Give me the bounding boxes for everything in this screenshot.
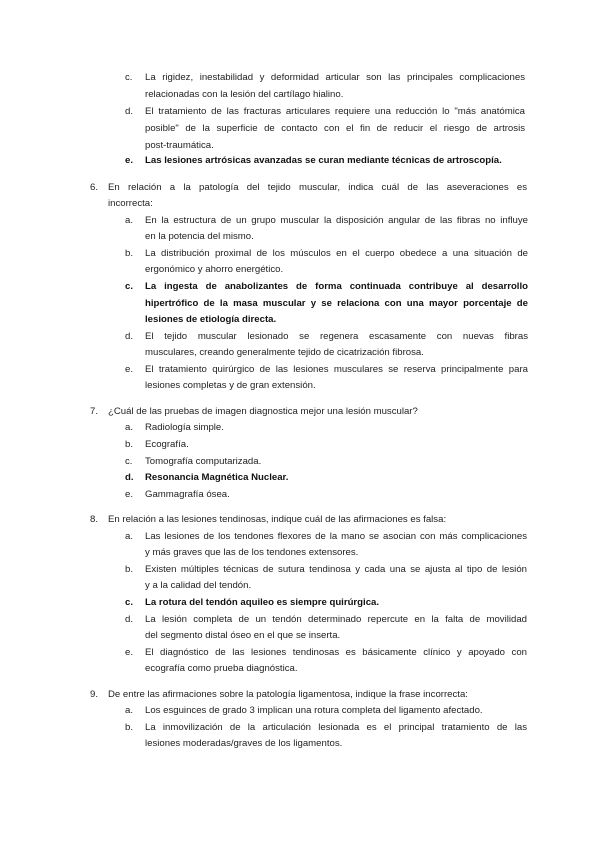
option-text: La rigidez, inestabilidad y deformidad articular son las principales complicaciones	[145, 72, 525, 83]
option-letter: c.	[125, 72, 133, 83]
option-text: post-traumática.	[145, 140, 214, 151]
option-letter: e.	[125, 647, 134, 658]
option-text: y a la calidad del tendón.	[145, 580, 252, 591]
option-letter: e.	[125, 489, 134, 500]
option-text: El tejido muscular lesionado se regenera escasamente con nuevas fibras	[145, 331, 528, 342]
option-text: musculares, creando generalmente tejido de cicatrización fibrosa.	[145, 347, 424, 358]
question-text: ¿Cuál de las pruebas de imagen diagnostica mejor una lesión muscular?	[108, 406, 418, 417]
option-text: y más graves que las de los tendones extensores.	[145, 547, 359, 558]
option-letter-correct: c.	[125, 597, 134, 608]
option-text-correct: hipertrófico de la masa muscular y se relaciona con una mayor porcentaje de	[145, 298, 528, 309]
option-letter: b.	[125, 439, 134, 450]
option-text: La inmovilización de la articulación lesionada es el principal tratamiento de las	[145, 722, 527, 733]
option-text: La lesión completa de un tendón determinado repercute en la falta de movilidad	[145, 614, 527, 625]
option-text: Los esguinces de grado 3 implican una rotura completa del ligamento afectado.	[145, 705, 483, 716]
option-letter-correct: c.	[125, 281, 134, 292]
option-text: posible" de la superficie de contacto con el fin de reducir el riesgo de artrosis	[145, 123, 525, 134]
option-letter-correct: d.	[125, 472, 134, 483]
option-letter: b.	[125, 722, 134, 733]
question-number: 9.	[90, 689, 99, 700]
option-text: El tratamiento quirúrgico de las lesiones musculares se reserva principalmente para	[145, 364, 528, 375]
option-letter: e.	[125, 364, 134, 375]
option-text: El diagnóstico de las lesiones tendinosas es básicamente clínico y apoyado con	[145, 647, 527, 658]
option-letter: d.	[125, 331, 134, 342]
option-text: del segmento distal óseo en el que se inserta.	[145, 630, 341, 641]
option-letter: c.	[125, 456, 133, 467]
option-text: en la potencia del mismo.	[145, 231, 254, 242]
option-text: ecografía como prueba diagnóstica.	[145, 663, 298, 674]
option-letter: d.	[125, 106, 134, 117]
option-letter: d.	[125, 614, 134, 625]
option-text: ergonómico y ahorro energético.	[145, 264, 284, 275]
option-text-correct: lesiones de etiología directa.	[145, 314, 277, 325]
option-text: Radiología simple.	[145, 422, 224, 433]
option-text: Existen múltiples técnicas de sutura tendinosa y cada una se ajusta al tipo de lesión	[145, 564, 527, 575]
question-number: 6.	[90, 182, 99, 193]
option-text: lesiones moderadas/graves de los ligamentos.	[145, 738, 343, 749]
option-text: Ecografía.	[145, 439, 189, 450]
option-letter: b.	[125, 564, 134, 575]
option-text: En la estructura de un grupo muscular la disposición angular de las fibras no influye	[145, 215, 528, 226]
option-text: El tratamiento de las fracturas articulares requiere una reducción lo "más anatómica	[145, 106, 525, 117]
option-text: La distribución proximal de los músculos en el cuerpo obedece a una situación de	[145, 248, 528, 259]
option-letter: a.	[125, 422, 134, 433]
option-text: Las lesiones de los tendones flexores de la mano se asocian con más complicaciones	[145, 531, 527, 542]
option-text-correct: La rotura del tendón aquileo es siempre quirúrgica.	[145, 597, 380, 608]
option-text-correct: Las lesiones artrósicas avanzadas se curan mediante técnicas de artroscopía.	[145, 155, 502, 166]
option-text: lesiones completas y de gran extensión.	[145, 380, 316, 391]
question-text: En relación a la patología del tejido muscular, indica cuál de las aseveraciones es	[108, 182, 527, 193]
question-text: De entre las afirmaciones sobre la patología ligamentosa, indique la frase incorrecta:	[108, 689, 468, 700]
question-number: 7.	[90, 406, 99, 417]
option-letter-correct: e.	[125, 155, 134, 166]
option-text: Gammagrafía ósea.	[145, 489, 230, 500]
option-letter: a.	[125, 215, 134, 226]
option-text: relacionadas con la lesión del cartílago hialino.	[145, 89, 344, 100]
option-text: Tomografía computarizada.	[145, 456, 262, 467]
option-text-correct: La ingesta de anabolizantes de forma continuada contribuye al desarrollo	[145, 281, 528, 292]
question-number: 8.	[90, 514, 99, 525]
option-letter: b.	[125, 248, 134, 259]
option-text-correct: Resonancia Magnética Nuclear.	[145, 472, 289, 483]
option-letter: a.	[125, 531, 134, 542]
option-letter: a.	[125, 705, 134, 716]
question-text: En relación a las lesiones tendinosas, indique cuál de las afirmaciones es falsa:	[108, 514, 447, 525]
question-text: incorrecta:	[108, 198, 153, 209]
